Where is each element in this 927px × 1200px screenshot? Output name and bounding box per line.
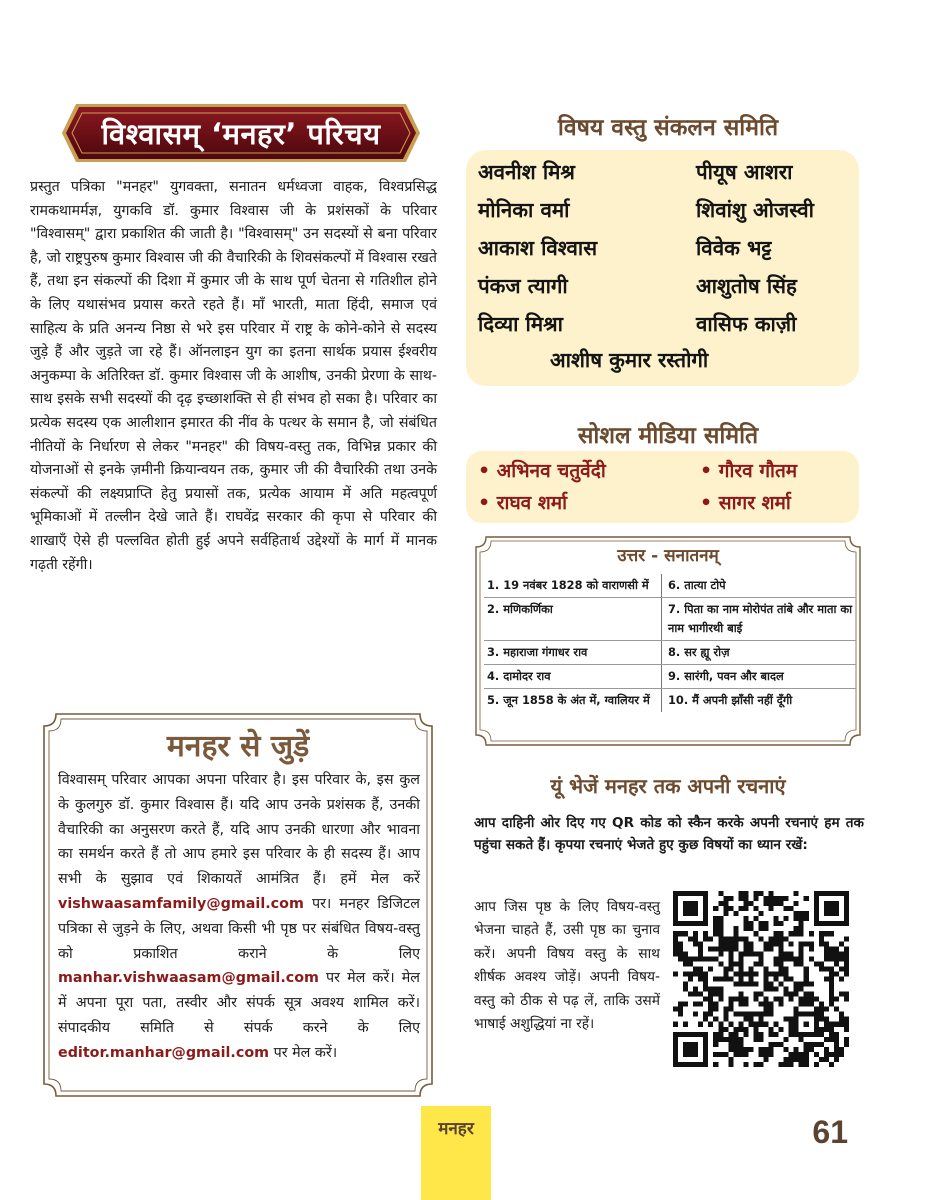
committee-member: पीयूष आशरा bbox=[696, 160, 793, 184]
social-committee-title: सोशल मीडिया समिति bbox=[577, 423, 759, 449]
answer-cell: 10. मैं अपनी झाँसी नहीं दूँगी bbox=[668, 693, 793, 707]
footer-magazine-label: मनहर bbox=[438, 1119, 474, 1139]
answer-row bbox=[484, 664, 856, 688]
answer-row bbox=[484, 688, 856, 712]
join-title: मनहर से जुड़ें bbox=[166, 729, 310, 764]
answer-cell: 4. दामोदर राव bbox=[484, 665, 662, 688]
answer-title: उत्तर - सनातनम् bbox=[617, 546, 719, 566]
editor-email-link[interactable]: editor.manhar@gmail.com bbox=[58, 1044, 270, 1061]
answer-row bbox=[484, 597, 856, 640]
social-member: • राघव शर्मा bbox=[478, 492, 568, 514]
send-guidelines-text: आप जिस पृष्ठ के लिए विषय-वस्तु भेजना चाहते हैं, उसी पृष्ठ का चुनाव करें। अपनी विषय वस्तु के साथ शीर्षक अवश्य जोड़ें। अपनी विषय-वस्तु को ठीक से पढ़ लें, ताकि उसमें भाषाई अशुद्धियां ना रहें। bbox=[474, 899, 660, 1033]
send-intro-text: आप दाहिनी ओर दिए गए QR कोड को स्कैन करके अपनी रचनाएं हम तक पहुंचा सकते हैं। कृपया रचनाएं भेजते हुए कुछ विषयों का ध्यान रखें: bbox=[474, 815, 864, 853]
answer-cell: 7. पिता का नाम मोरोपंत तांबे और माता का नाम भागीरथी बाई bbox=[668, 602, 853, 635]
committee-member: आशीष कुमार रस्तोगी bbox=[550, 348, 709, 372]
social-member: • अभिनव चतुर्वेदी bbox=[478, 460, 606, 482]
answer-cell: 6. तात्या टोपे bbox=[668, 578, 726, 592]
social-committee-box bbox=[466, 451, 859, 523]
committee-member: शिवांशु ओजस्वी bbox=[696, 198, 814, 222]
answer-cell: 5. जून 1858 के अंत में, ग्वालियर में bbox=[484, 689, 662, 712]
committee-member: वासिफ काज़ी bbox=[696, 312, 797, 336]
committee-member: अवनीश मिश्र bbox=[478, 160, 575, 184]
answer-cell: 8. सर ह्यू रोज़ bbox=[668, 645, 730, 659]
join-body-text bbox=[58, 768, 420, 1066]
answer-cell: 3. महाराजा गंगाधर राव bbox=[484, 641, 662, 664]
committee-member: आशुतोष सिंह bbox=[696, 274, 797, 298]
committee-member: मोनिका वर्मा bbox=[478, 198, 570, 222]
family-email-link[interactable]: vishwaasamfamily@gmail.com bbox=[58, 895, 304, 912]
answer-row bbox=[484, 640, 856, 664]
manhar-email-link[interactable]: manhar.vishwaasam@gmail.com bbox=[58, 970, 319, 987]
answer-cell: 9. सारंगी, पवन और बादल bbox=[668, 669, 784, 683]
answer-cell: 2. मणिकर्णिका bbox=[484, 598, 662, 640]
committee-member: आकाश विश्वास bbox=[478, 236, 598, 260]
social-member: • सागर शर्मा bbox=[700, 492, 791, 514]
intro-title: विश्वासम् ‘मनहर’ परिचय bbox=[101, 117, 381, 151]
join-text-2: पर। मनहर डिजिटल पत्रिका से जुड़ने के लिए, अथवा किसी भी पृष्ठ पर संबंधित विषय-वस्तु को प्रकाशित कराने के लिए bbox=[58, 895, 420, 962]
committee-member: दिव्या मिश्रा bbox=[478, 312, 563, 336]
join-text-3: पर मेल करें। मेल में अपना पूरा पता, तस्वीर और संपर्क सूत्र अवश्य शामिल करें। संपादकीय समिति से संपर्क करने के लिए bbox=[58, 970, 420, 1036]
answer-table bbox=[484, 574, 856, 712]
join-text-1: विश्वासम् परिवार आपका अपना परिवार है। इस परिवार के, इस कुल के कुलगुरु डॉ. कुमार विश्वास हैं। यदि आप उनके प्रशंसक हैं, उनकी वैचारिकी का अनुसरण करते हैं, यदि आप उनकी धारणा और भावना का समर्थन करते हैं तो आप हमारे इस परिवार के ही सदस्य हैं। आप सभी के सुझाव एवं शिकायतें आमंत्रित हैं। हमें मेल करें bbox=[58, 772, 420, 888]
join-text-4: पर मेल करें। bbox=[269, 1044, 338, 1061]
committee-member: विवेक भट्ट bbox=[696, 236, 772, 260]
committee-member: पंकज त्यागी bbox=[478, 274, 568, 298]
send-title: यूं भेजें मनहर तक अपनी रचनाएं bbox=[550, 774, 786, 798]
content-committee-box bbox=[466, 150, 859, 386]
intro-body-text: प्रस्तुत पत्रिका "मनहर" युगवक्ता, सनातन धर्मध्वजा वाहक, विश्वप्रसिद्ध रामकथामर्मज्ञ, युगकवि डॉ. कुमार विश्वास जी के प्रशंसकों के परिवार "विश्वासम्" द्वारा प्रकाशित की जाती है। "विश्वासम्" उन सदस्यों से बना परिवार है, जो राष्ट्रपुरुष कुमार विश्वास जी की वैचारिकी के शिवसंकल्पों में विश्वास रखते हैं, तथा इन संकल्पों की दिशा में कुमार जी के साथ पूर्ण चेतना से गतिशील होने के लिए यथासंभव प्रयास करते रहते हैं। माँ भारती, माता हिंदी, समाज एवं साहित्य के प्रति अनन्य निष्ठा से भरे इस परिवार में राष्ट्र के कोने-कोने से सदस्य जुड़े हैं और जुड़ते जा रहे हैं। ऑनलाइन युग का इतना सार्थक प्रयास ईश्वरीय अनुकम्पा के अतिरिक्त डॉ. कुमार विश्वास जी के आशीष, उनकी प्रेरणा के साथ-साथ इसके सभी सदस्यों की दृढ़ इच्छाशक्ति से ही संभव हो सका है। परिवार का प्रत्येक सदस्य एक आलीशान इमारत की नींव के पत्थर के समान है, जो संबंधित नीतियों के निर्धारण से लेकर "मनहर" की विषय-वस्तु तक, विभिन्न प्रकार की योजनाओं से इनके ज़मीनी क्रियान्वयन तक, कुमार जी की वैचारिकी तथा उनके संकल्पों की लक्ष्यप्राप्ति हेतु प्रयासों तक, प्रत्येक आयाम में अति महत्वपूर्ण भूमिकाओं में तल्लीन देखे जाते हैं। राघवेंद्र सरकार की कृपा से परिवार की शाखाएँ ऐसे ही पल्लवित होती हुई अपने सर्वहितार्थ उद्देश्यों के मार्ग में मानक गढ़ती रहेंगी। bbox=[30, 179, 438, 573]
answer-row bbox=[484, 574, 856, 597]
page-number: 61 bbox=[812, 1114, 848, 1150]
answer-cell: 1. 19 नवंबर 1828 को वाराणसी में bbox=[484, 574, 662, 597]
content-committee-title: विषय वस्तु संकलन समिति bbox=[557, 115, 779, 141]
qr-code-icon[interactable] bbox=[668, 886, 854, 1072]
social-member: • गौरव गौतम bbox=[700, 460, 798, 482]
